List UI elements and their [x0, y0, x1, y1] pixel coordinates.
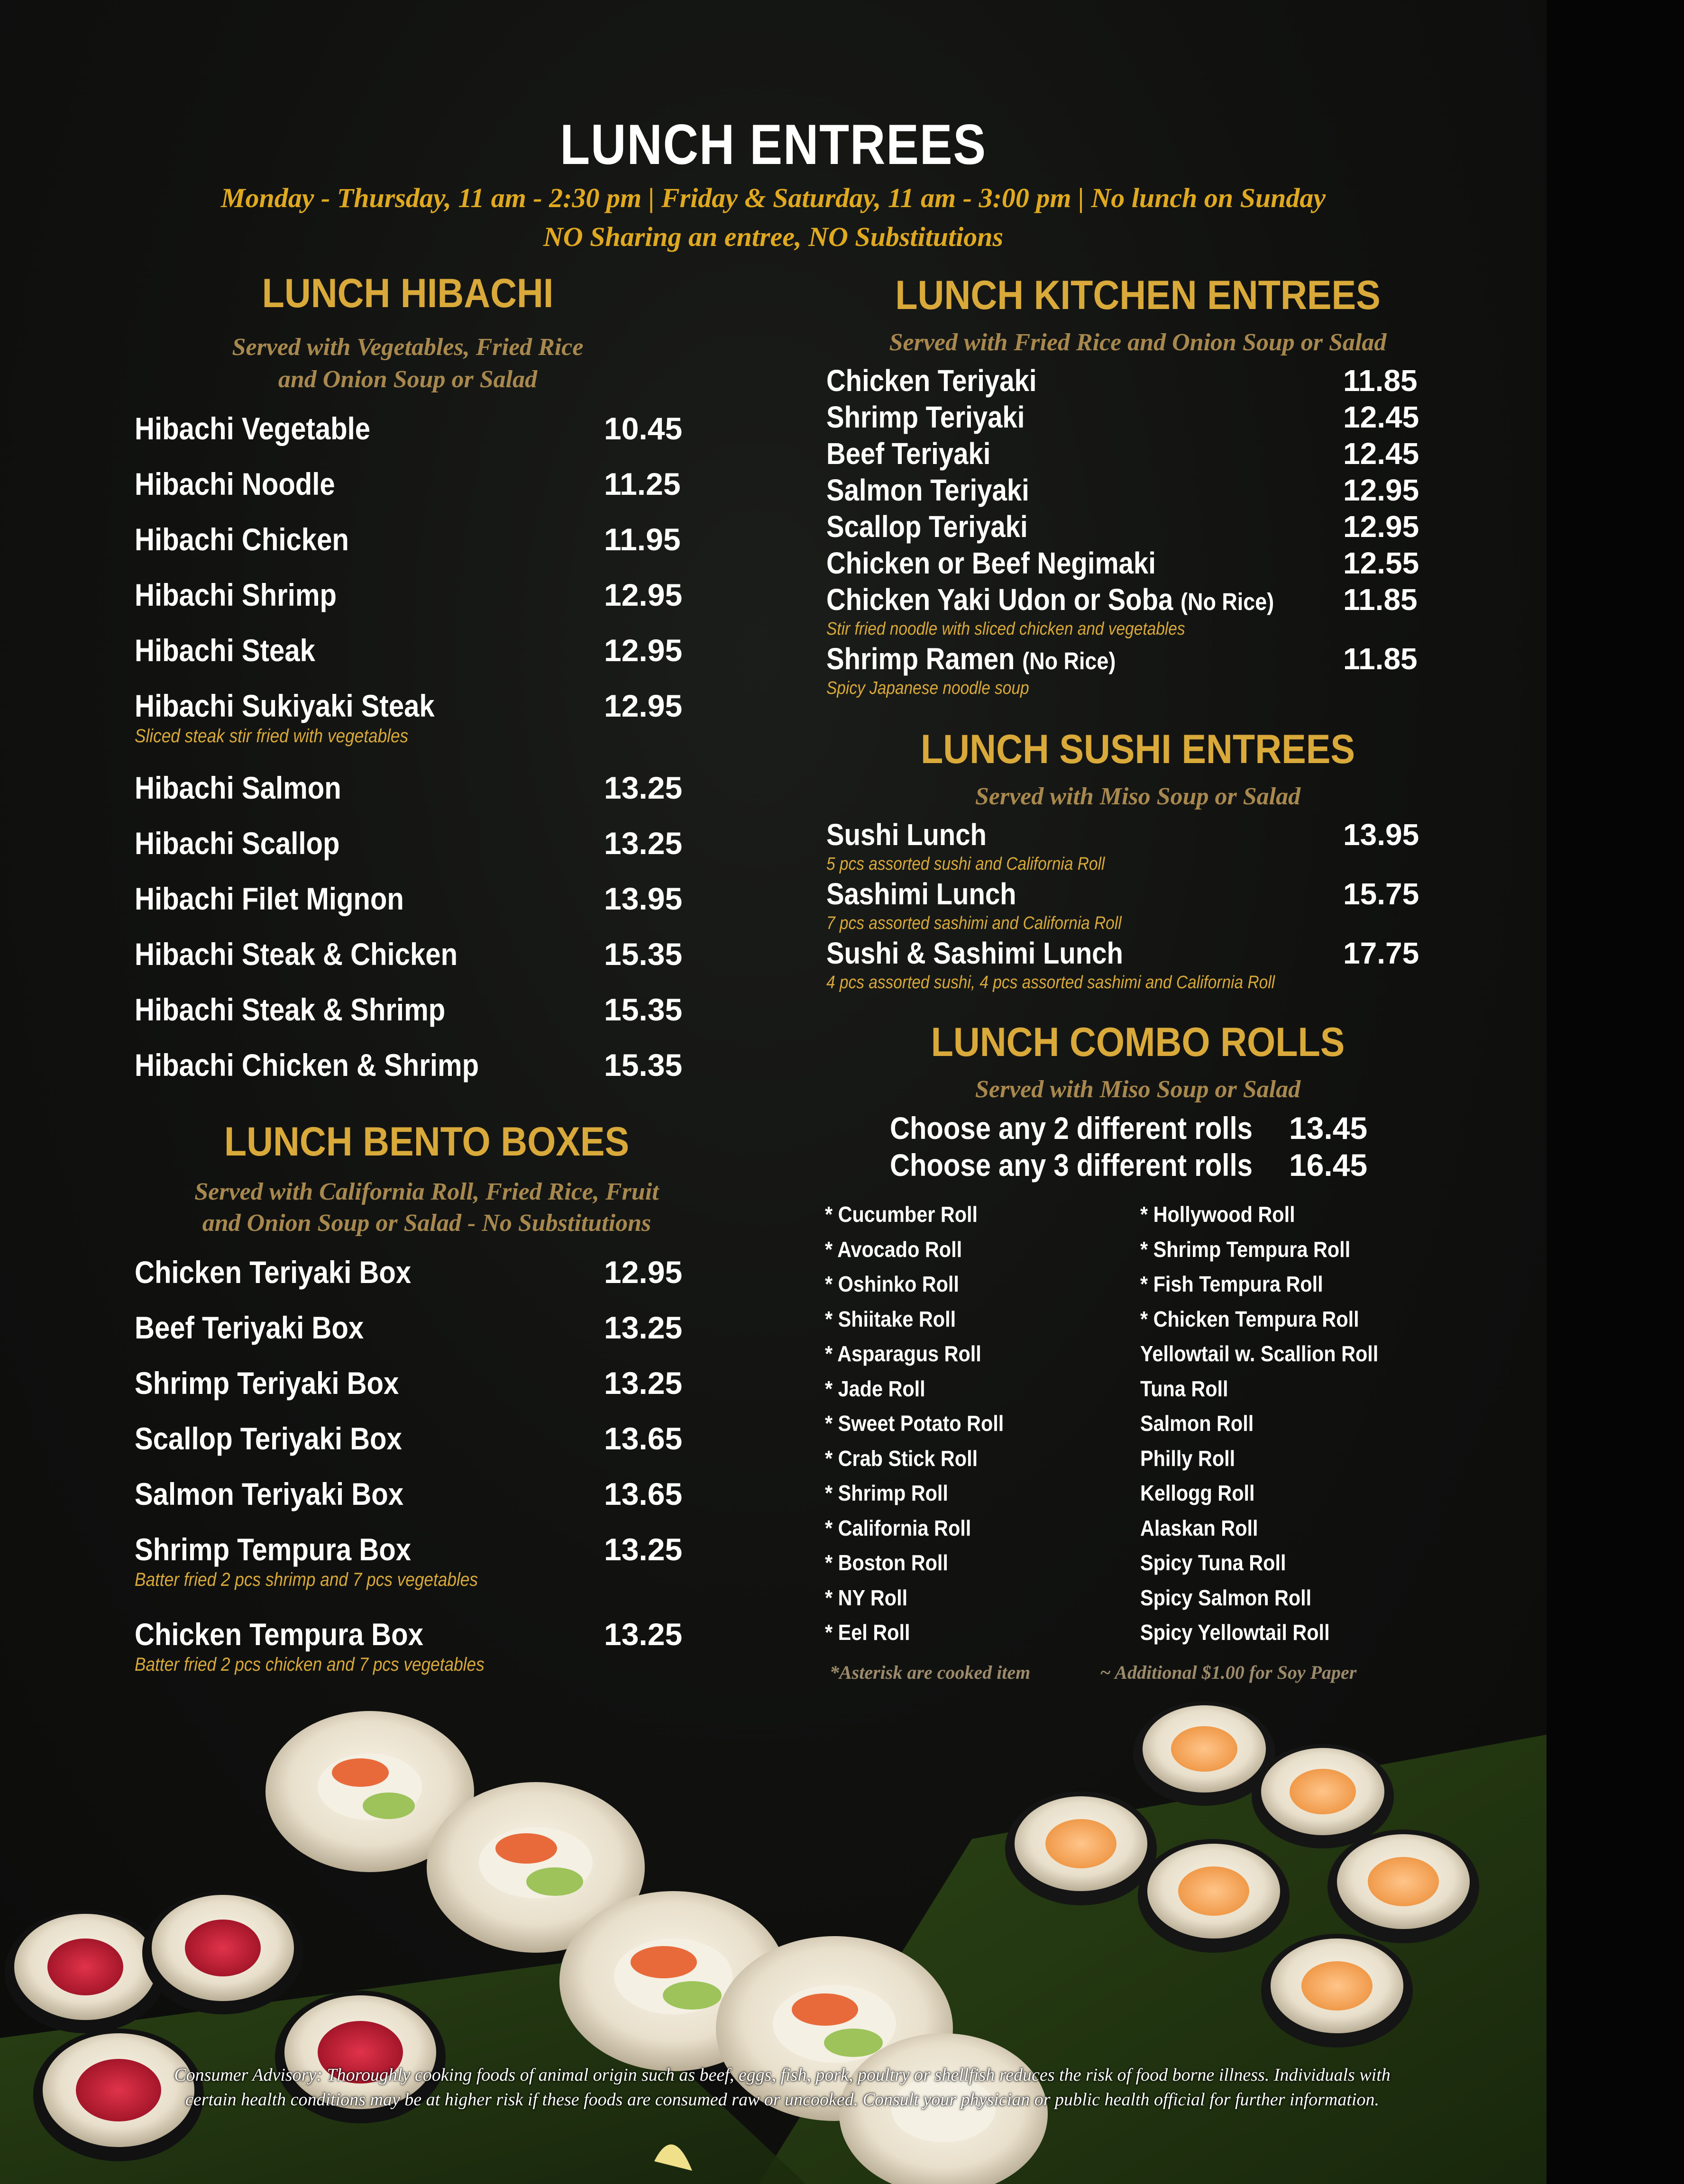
item-suffix: (No Rice)	[1181, 588, 1274, 615]
item-name: Shrimp Teriyaki Box	[135, 1365, 399, 1401]
roll-item: * Shrimp Roll	[825, 1481, 948, 1505]
combo-option-price: 16.45	[1289, 1147, 1368, 1183]
menu-item	[135, 521, 704, 557]
item-name: Shrimp Teriyaki	[826, 400, 1025, 434]
advisory-line2: certain health conditions may be at higher risk if these foods are consumed raw or uncooked. Consult your physician or public health official for further information.	[185, 2090, 1379, 2110]
roll-item: * Cucumber Roll	[825, 1202, 978, 1227]
bento-note-line2: and Onion Soup or Salad - No Substitutions	[202, 1210, 651, 1237]
menu-item	[826, 641, 1424, 676]
item-name: Shrimp Tempura Box	[135, 1532, 412, 1567]
item-description: 4 pcs assorted sushi, 4 pcs assorted sashimi and California Roll	[826, 973, 1275, 992]
roll-item: Alaskan Roll	[1140, 1515, 1258, 1540]
item-description: 5 pcs assorted sushi and California Roll	[826, 854, 1105, 874]
item-price: 12.95	[604, 577, 683, 612]
item-name: Sushi Lunch	[826, 818, 987, 852]
item-price: 17.75	[1343, 936, 1419, 970]
black-border-strip	[1547, 0, 1684, 2184]
item-name: Chicken or Beef Negimaki	[826, 546, 1156, 580]
combo-option-2	[890, 1110, 1411, 1146]
bento-note-line1: Served with California Roll, Fried Rice, Fruit	[194, 1178, 659, 1205]
sharing-rules: NO Sharing an entree, NO Substitutions	[543, 221, 1004, 252]
item-description: Spicy Japanese noodle soup	[826, 678, 1029, 698]
item-price: 15.35	[604, 992, 683, 1027]
item-name: Hibachi Sukiyaki Steak	[135, 688, 435, 723]
roll-item: Kellogg Roll	[1140, 1481, 1255, 1505]
menu-item	[135, 410, 704, 446]
item-price: 11.85	[1343, 364, 1418, 398]
roll-item: * Eel Roll	[825, 1620, 910, 1645]
item-name: Chicken Teriyaki Box	[135, 1255, 412, 1290]
roll-item: * California Roll	[825, 1515, 971, 1540]
item-name: Salmon Teriyaki Box	[135, 1476, 404, 1511]
roll-item: * Shiitake Roll	[825, 1306, 956, 1331]
item-price: 12.95	[1343, 510, 1419, 544]
roll-item: Salmon Roll	[1140, 1411, 1254, 1436]
item-name: Chicken Tempura Box	[135, 1617, 423, 1652]
combo-option-label: Choose any 2 different rolls	[890, 1110, 1253, 1146]
item-price: 15.35	[604, 1047, 683, 1083]
item-name: Hibachi Chicken	[135, 522, 349, 557]
item-description: 7 pcs assorted sashimi and California Roll	[826, 913, 1122, 933]
roll-item: * Crab Stick Roll	[825, 1446, 978, 1471]
item-price: 10.45	[604, 411, 683, 446]
roll-item: Yellowtail w. Scallion Roll	[1140, 1341, 1379, 1366]
sushi-note: Served with Miso Soup or Salad	[975, 783, 1301, 810]
item-price: 12.55	[1343, 546, 1419, 580]
item-price: 13.25	[604, 826, 683, 861]
soy-paper-footnote: ~ Additional $1.00 for Soy Paper	[1100, 1662, 1357, 1683]
item-price: 11.85	[1343, 642, 1418, 676]
item-price: 11.85	[1343, 582, 1418, 617]
menu-item	[826, 936, 1424, 971]
roll-item: * NY Roll	[825, 1585, 908, 1610]
menu-item	[826, 436, 1424, 471]
menu-item	[135, 1531, 704, 1567]
combo-title: LUNCH COMBO ROLLS	[931, 1019, 1345, 1065]
roll-item: Tuna Roll	[1140, 1376, 1228, 1401]
item-name: Hibachi Chicken & Shrimp	[135, 1047, 479, 1083]
item-price: 12.95	[604, 688, 683, 723]
menu-item	[826, 400, 1424, 435]
menu-item	[826, 582, 1424, 617]
item-name: Salmon Teriyaki	[826, 473, 1029, 507]
menu-item	[135, 825, 704, 861]
item-name: Hibachi Salmon	[135, 770, 341, 805]
item-name: Hibachi Noodle	[135, 466, 335, 501]
item-name: Sashimi Lunch	[826, 877, 1016, 911]
cooked-footnote: *Asterisk are cooked item	[830, 1662, 1031, 1683]
menu-item	[135, 1310, 704, 1346]
combo-option-3	[890, 1147, 1411, 1183]
menu-item	[135, 1420, 704, 1456]
menu-item	[135, 1476, 704, 1512]
roll-item: * Jade Roll	[825, 1376, 925, 1401]
menu-item	[826, 363, 1424, 398]
menu-item	[135, 1254, 704, 1290]
combo-option-price: 13.45	[1289, 1110, 1368, 1146]
item-price: 13.95	[1343, 818, 1419, 852]
item-price: 13.25	[604, 1532, 683, 1567]
sushi-title: LUNCH SUSHI ENTREES	[920, 727, 1355, 772]
item-name: Hibachi Vegetable	[135, 411, 371, 446]
roll-item: Spicy Yellowtail Roll	[1140, 1620, 1330, 1645]
item-name: Hibachi Steak & Chicken	[135, 937, 458, 972]
item-price: 13.65	[604, 1421, 683, 1456]
bento-title: LUNCH BENTO BOXES	[224, 1119, 630, 1165]
menu-item	[135, 632, 704, 668]
item-price: 13.25	[604, 1365, 683, 1401]
menu-item	[826, 546, 1424, 581]
item-name: Chicken Teriyaki	[826, 364, 1037, 398]
roll-item: * Oshinko Roll	[825, 1272, 959, 1296]
consumer-advisory	[142, 2063, 1422, 2112]
item-price: 12.95	[604, 1255, 683, 1290]
item-price: 13.25	[604, 1617, 683, 1652]
item-name: Hibachi Scallop	[135, 826, 340, 861]
roll-item: * Shrimp Tempura Roll	[1140, 1237, 1351, 1262]
item-name: Chicken Yaki Udon or Soba (No Rice)	[826, 582, 1274, 617]
advisory-line1: Consumer Advisory: Thoroughly cooking foods of animal origin such as beef, eggs, fish, pork, poultry or shellfish reduces the risk of food borne illness. Individuals with	[174, 2065, 1391, 2085]
roll-item: * Sweet Potato Roll	[825, 1411, 1004, 1436]
roll-item: Philly Roll	[1140, 1446, 1236, 1471]
item-description: Sliced steak stir fried with vegetables	[135, 726, 409, 746]
roll-item: Spicy Tuna Roll	[1140, 1550, 1286, 1575]
menu-item	[135, 1047, 704, 1083]
item-description: Stir fried noodle with sliced chicken and vegetables	[826, 619, 1185, 639]
roll-item: * Hollywood Roll	[1140, 1202, 1295, 1227]
item-name: Beef Teriyaki Box	[135, 1310, 364, 1345]
hibachi-title: LUNCH HIBACHI	[262, 271, 554, 316]
item-price: 12.95	[1343, 473, 1419, 507]
menu-item	[135, 1616, 704, 1652]
item-price: 11.25	[604, 466, 681, 501]
item-price: 13.25	[604, 770, 683, 805]
menu-item	[135, 1365, 704, 1401]
kitchen-note: Served with Fried Rice and Onion Soup or Salad	[889, 329, 1387, 356]
combo-note: Served with Miso Soup or Salad	[975, 1076, 1301, 1103]
item-price: 11.95	[604, 522, 681, 557]
menu-item	[135, 770, 704, 806]
kitchen-title: LUNCH KITCHEN ENTREES	[895, 273, 1381, 318]
lunch-hours: Monday - Thursday, 11 am - 2:30 pm | Friday & Saturday, 11 am - 3:00 pm | No lunch on Sunday	[220, 182, 1326, 213]
combo-option-label: Choose any 3 different rolls	[890, 1147, 1253, 1183]
item-price: 12.95	[604, 633, 683, 668]
item-name: Hibachi Filet Mignon	[135, 881, 404, 916]
item-description: Batter fried 2 pcs shrimp and 7 pcs vegetables	[135, 1569, 478, 1590]
menu-item	[135, 466, 704, 502]
item-price: 13.95	[604, 881, 683, 916]
roll-item: * Asparagus Roll	[825, 1341, 981, 1366]
menu-item	[826, 817, 1424, 852]
hibachi-note-line2: and Onion Soup or Salad	[278, 366, 538, 393]
menu-item	[135, 881, 704, 917]
item-name: Scallop Teriyaki	[826, 510, 1028, 544]
item-name: Sushi & Sashimi Lunch	[826, 936, 1123, 970]
item-price: 15.75	[1343, 877, 1419, 911]
item-price: 12.45	[1343, 437, 1419, 471]
item-price: 13.65	[604, 1476, 683, 1511]
item-price: 12.45	[1343, 400, 1419, 434]
menu-item	[135, 936, 704, 972]
page-title: LUNCH ENTREES	[560, 113, 987, 176]
roll-item: * Fish Tempura Roll	[1140, 1272, 1323, 1296]
item-description: Batter fried 2 pcs chicken and 7 pcs vegetables	[135, 1654, 485, 1675]
item-name: Beef Teriyaki	[826, 437, 991, 471]
menu-item	[826, 473, 1424, 508]
roll-item: Spicy Salmon Roll	[1140, 1585, 1312, 1610]
menu-item	[135, 688, 704, 724]
menu-item	[135, 992, 704, 1028]
roll-item: * Boston Roll	[825, 1550, 948, 1575]
roll-item: * Chicken Tempura Roll	[1140, 1306, 1359, 1331]
menu-item	[826, 509, 1424, 544]
roll-item: * Avocado Roll	[825, 1237, 962, 1262]
item-price: 13.25	[604, 1310, 683, 1345]
item-name: Hibachi Steak	[135, 633, 315, 668]
item-name: Hibachi Shrimp	[135, 577, 337, 612]
menu-item	[135, 577, 704, 613]
item-name: Hibachi Steak & Shrimp	[135, 992, 446, 1027]
item-price: 15.35	[604, 937, 683, 972]
hibachi-note-line1: Served with Vegetables, Fried Rice	[232, 334, 584, 361]
item-name: Scallop Teriyaki Box	[135, 1421, 402, 1456]
item-suffix: (No Rice)	[1022, 647, 1116, 674]
item-name: Shrimp Ramen (No Rice)	[826, 642, 1116, 676]
menu-item	[826, 876, 1424, 911]
